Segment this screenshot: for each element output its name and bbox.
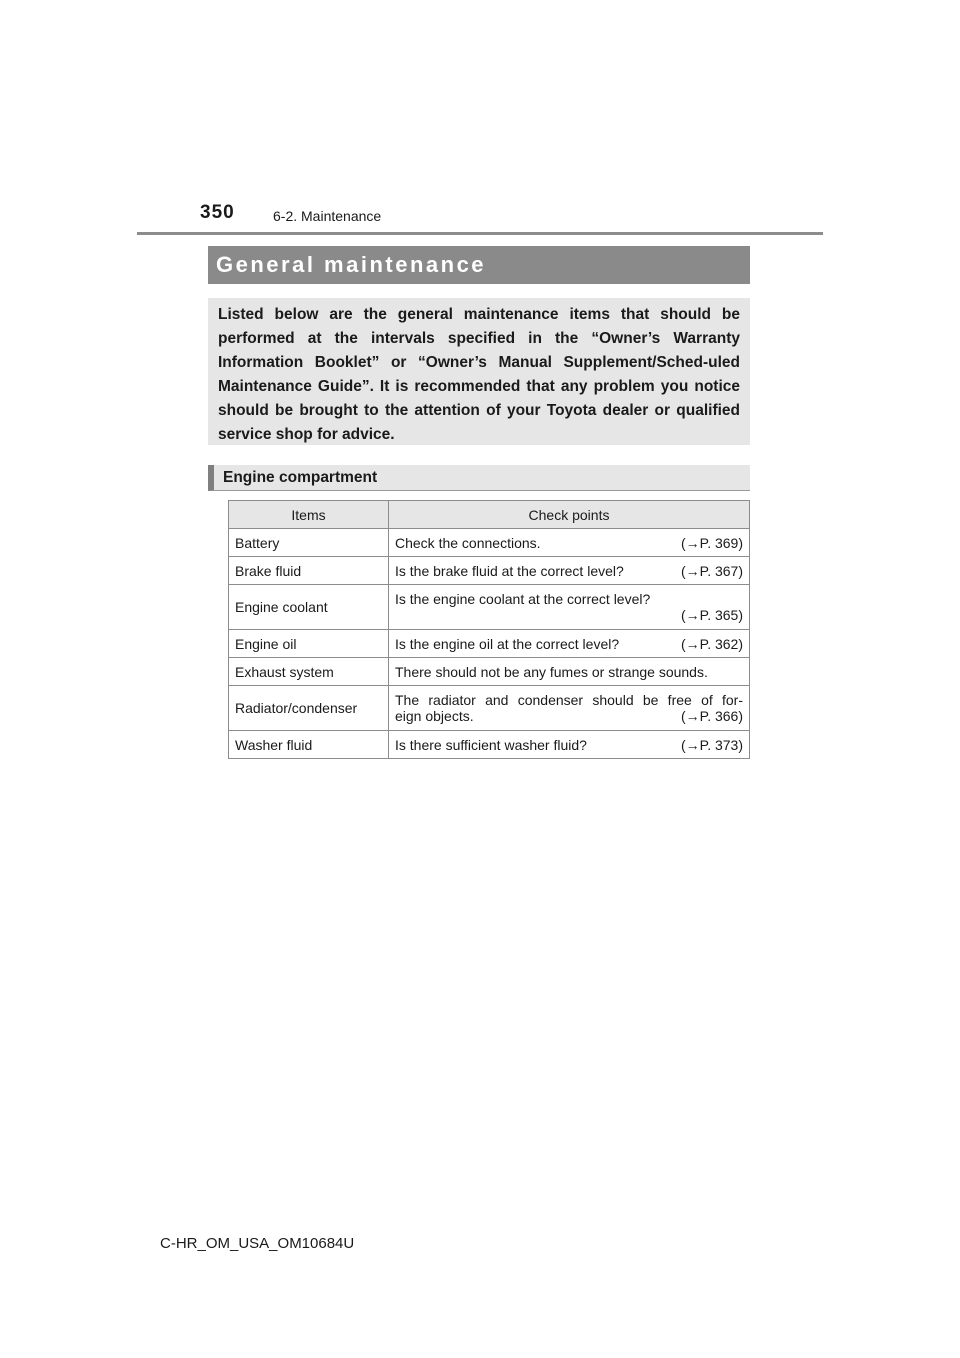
page-ref: (→P. 367) [681,562,743,579]
page-ref: (→P. 365) [681,607,743,623]
check-point-text: Is the engine oil at the correct level? [395,635,620,652]
check-point-text-continued: eign objects. [395,708,474,724]
item-cell: Radiator/condenser [229,686,389,731]
item-cell: Washer fluid [229,731,389,759]
item-cell: Exhaust system [229,658,389,686]
check-point-text: Is there sufficient washer fluid? [395,736,587,753]
check-point-cell [389,630,750,658]
check-point-cell [389,529,750,557]
page-ref: (→P. 366) [681,708,743,724]
table-row [229,529,750,557]
table-row [229,585,750,630]
maintenance-table [228,500,750,759]
check-point-text: Check the connections. [395,534,541,551]
page-ref: (→P. 373) [681,736,743,753]
page-ref: (→P. 369) [681,534,743,551]
table-row [229,658,750,686]
page-ref: (→P. 362) [681,635,743,652]
check-point-cell: There should not be any fumes or strange sounds. [389,658,750,686]
document-code-footer: C-HR_OM_USA_OM10684U [160,1235,355,1252]
column-header-items: Items [229,501,389,529]
page-number: 350 [200,202,235,223]
table-row [229,630,750,658]
table-row [229,557,750,585]
check-point-text: Is the engine coolant at the correct level? [395,591,651,607]
subsection-heading: Engine compartment [208,465,750,491]
check-point-cell [389,557,750,585]
check-point-cell [389,686,750,731]
check-point-text: Is the brake fluid at the correct level? [395,562,624,579]
table-header-row [229,501,750,529]
check-point-cell [389,731,750,759]
header-divider [137,232,823,235]
item-cell: Engine coolant [229,585,389,630]
item-cell: Engine oil [229,630,389,658]
check-point-text: The radiator and condenser should be free of for- [395,692,743,708]
check-point-cell [389,585,750,630]
column-header-check-points: Check points [389,501,750,529]
section-reference: 6-2. Maintenance [273,208,382,224]
intro-paragraph: Listed below are the general maintenance items that should be performed at the intervals specified in the “Owner’s Warranty Information Booklet” or “Owner’s Manual Supplement/Sched-uled Maintenance Guide”. It is recommended that any problem you notice should be brought to the attention of your Toyota dealer or qualified service shop for advice. [208,298,750,445]
table-row [229,686,750,731]
table-row [229,731,750,759]
item-cell: Brake fluid [229,557,389,585]
item-cell: Battery [229,529,389,557]
page-title: General maintenance [208,246,750,284]
